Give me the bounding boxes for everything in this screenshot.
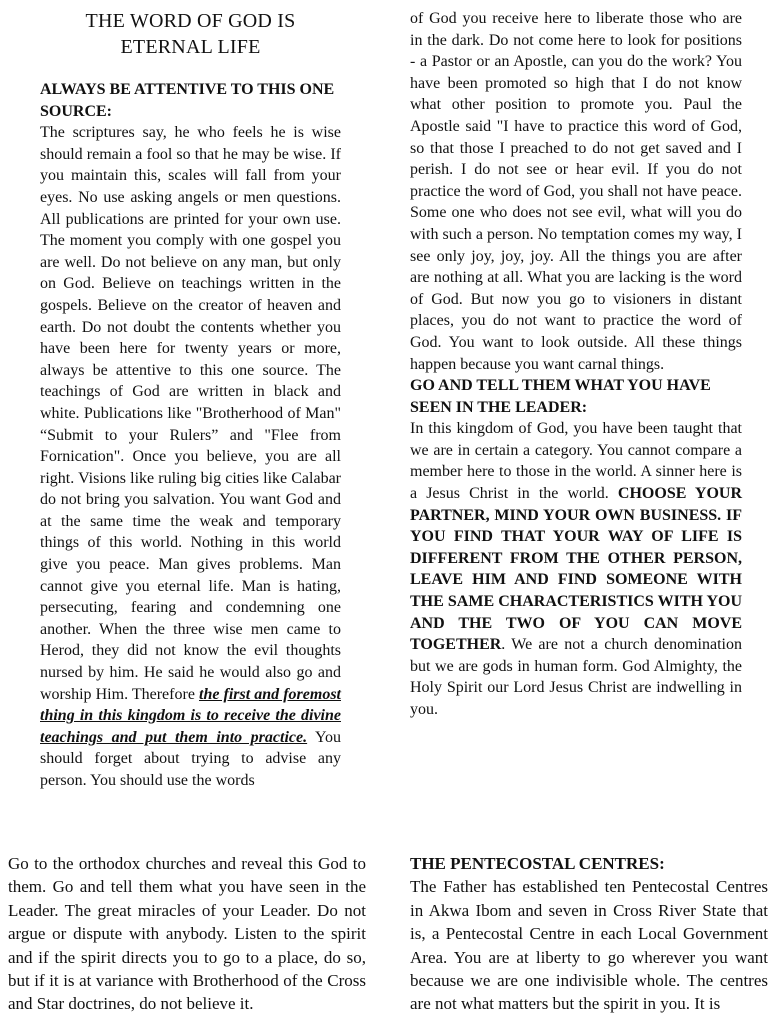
paragraph-kingdom <box>410 418 742 720</box>
emphasized-passage: the first and foremost thing in this kingdom is to receive the divine teachings and put them into practice. <box>40 685 341 746</box>
paragraph-text: In this kingdom of God, you have been taught that we are in certain a category. You cannot compare a member here to those in the world. A sinner here is a Jesus Christ in the world. <box>410 420 742 503</box>
paragraph-text-continued: . We are not a church denomination but we are gods in human form. God Almighty, the Holy Spirit our Lord Jesus Christ are indwelling in you. <box>410 636 742 718</box>
bold-passage: CHOOSE YOUR PARTNER, MIND YOUR OWN BUSINESS. IF YOU FIND THAT YOUR WAY OF LIFE IS DIFFERENT FROM THE OTHER PERSON, LEAVE HIM AND FIND SOMEONE WITH THE SAME CHARACTERISTICS WITH YOU AND THE TWO OF YOU CAN MOVE TOGETHER <box>410 485 742 654</box>
paragraph-pentecostal-centres: The Father has established ten Pentecostal Centres in Akwa Ibom and seven in Cross River State that is, a Pentecostal Centre in each Local Government Area. You are at liberty to go wherever you want because we are one indivisible whole. The centres are not what matters but the spirit in you. It is <box>410 877 768 1014</box>
paragraph-text-continued: You should forget about trying to advise any person. You should use the words <box>40 728 341 789</box>
section-heading-pentecostal-centres: THE PENTECOSTAL CENTRES: <box>410 854 665 873</box>
section-heading-go-and-tell: GO AND TELL THEM WHAT YOU HAVE SEEN IN THE LEADER: <box>410 377 711 416</box>
paragraph-orthodox-churches: Go to the orthodox churches and reveal this God to them. Go and tell them what you have seen in the Leader. The great miracles of your Leader. Do not argue or dispute with anybody. Listen to the spirit and if the spirit directs you to go to a place, do so, but if it is at variance with Brotherhood of the Cross and Star doctrines, do not believe it. <box>8 854 366 1014</box>
paragraph-continuation: of God you receive here to liberate those who are in the dark. Do not come here to look for positions - a Pastor or an Apostle, can you do the work? You have been promoted so high that I do not know what other position to promote you. Paul the Apostle said "I have to practice this word of God, so that those I preached to do not get saved and I perish. I do not see or hear evil. If you do not practice the word of God, you shall not have peace. Some one who does not see evil, what will you do with such a person. No temptation comes my way, I see only joy, joy, joy. All the things you are after are nothing at all. What you are lacking is the word of God. But now you go to visioners in distant places, you do not want to practice the word of God. You want to look outside. All these things happen because you want carnal things. <box>410 10 742 373</box>
title-line-1: THE WORD OF GOD IS <box>85 10 296 32</box>
section-heading-attentive: ALWAYS BE ATTENTIVE TO THIS ONE SOURCE: <box>40 81 335 120</box>
upper-left-column <box>40 8 341 792</box>
paragraph-text: The scriptures say, he who feels he is wise should remain a fool so that he may be wise. If you maintain this, scales will fall from your eyes. No use asking angels or men questions. All publications are printed for your own use. The moment you comply with one gospel you are well. Do not believe on any man, but only on God. Believe on teachings written in the gospels. Believe on the creator of heaven and earth. Do not doubt the contents whether you have been here for twenty years or more, always be attentive to this one source. The teachings of God are written in black and white. Publications like "Brotherhood of Man" “Submit to your Rulers” and "Flee from Fornication". Once you believe, you are all right. Visions like ruling big cities like Calabar do not bring you salvation. You want God and at the same time the weak and temporary things of this world. Nothing in this world give you peace. Man gives problems. Man cannot give you eternal life. Man is hating, persecuting, fearing and condemning one another. When the three wise men came to Herod, they did not know the evil thoughts nursed by him. He said he would also go and worship Him. Therefore <box>40 124 341 703</box>
lower-right-column <box>410 852 768 1016</box>
page-title <box>40 8 341 60</box>
paragraph-attentive <box>40 122 341 791</box>
upper-right-column <box>410 8 742 721</box>
lower-left-column <box>8 852 366 1016</box>
title-line-2: ETERNAL LIFE <box>120 36 261 58</box>
